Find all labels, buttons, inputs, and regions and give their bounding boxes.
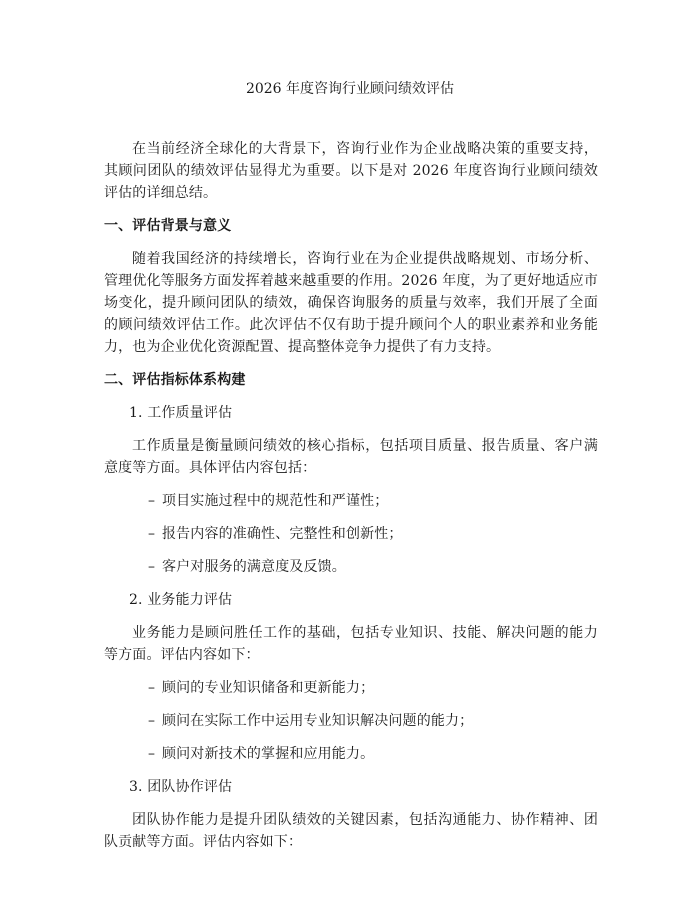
intro-paragraph: 在当前经济全球化的大背景下，咨询行业作为企业战略决策的重要支持，其顾问团队的绩效评估显得尤为重要。以下是对 2026 年度咨询行业顾问绩效评估的详细总结。: [104, 141, 598, 201]
subsection1-paragraph: 工作质量是衡量顾问绩效的核心指标，包括项目质量、报告质量、客户满意度等方面。具体评估内容包括：: [104, 438, 598, 476]
list-item: [148, 490, 598, 512]
bullet-dash: –: [148, 526, 156, 542]
subsection1-title: 1. 工作质量评估: [129, 405, 233, 421]
list-item-text: 项目实施过程中的规范性和严谨性；: [162, 493, 389, 509]
bullet-dash: –: [148, 680, 156, 696]
subsection2-paragraph: 业务能力是顾问胜任工作的基础，包括专业知识、技能、解决问题的能力等方面。评估内容如下：: [104, 625, 598, 663]
section1-heading: 一、评估背景与意义: [104, 218, 232, 234]
subsection2-title: 2. 业务能力评估: [129, 592, 233, 608]
list-item-text: 顾问对新技术的掌握和应用能力。: [162, 746, 375, 762]
list-item-text: 报告内容的准确性、完整性和创新性；: [162, 526, 403, 542]
section1-paragraph: 随着我国经济的持续增长，咨询行业在为企业提供战略规划、市场分析、管理优化等服务方面发挥着越来越重要的作用。2026 年度，为了更好地适应市场变化，提升顾问团队的绩效，确保咨询服务的质量与效率，我们开展了全面的顾问绩效评估工作。此次评估不仅有助于提升顾问个人的职业素养和业务能力，也为企业优化资源配置、提高整体竞争力提供了有力支持。: [104, 251, 598, 355]
bullet-dash: –: [148, 746, 156, 762]
subsection3-title: 3. 团队协作评估: [129, 779, 233, 795]
list-item-text: 顾问的专业知识储备和更新能力；: [162, 680, 375, 696]
list-item: [148, 743, 598, 765]
list-item: [148, 556, 598, 578]
bullet-dash: –: [148, 713, 156, 729]
list-item: [148, 523, 598, 545]
list-item-text: 顾问在实际工作中运用专业知识解决问题的能力；: [162, 713, 474, 729]
list-item: [148, 677, 598, 699]
subsection3-paragraph: 团队协作能力是提升团队绩效的关键因素，包括沟通能力、协作精神、团队贡献等方面。评估内容如下：: [104, 812, 598, 850]
section2-heading: 二、评估指标体系构建: [104, 372, 246, 388]
document-title: 2026 年度咨询行业顾问绩效评估: [245, 81, 455, 97]
document-body: [104, 138, 598, 864]
bullet-dash: –: [148, 559, 156, 575]
list-item: [148, 710, 598, 732]
bullet-dash: –: [148, 493, 156, 509]
list-item-text: 客户对服务的满意度及反馈。: [162, 559, 346, 575]
